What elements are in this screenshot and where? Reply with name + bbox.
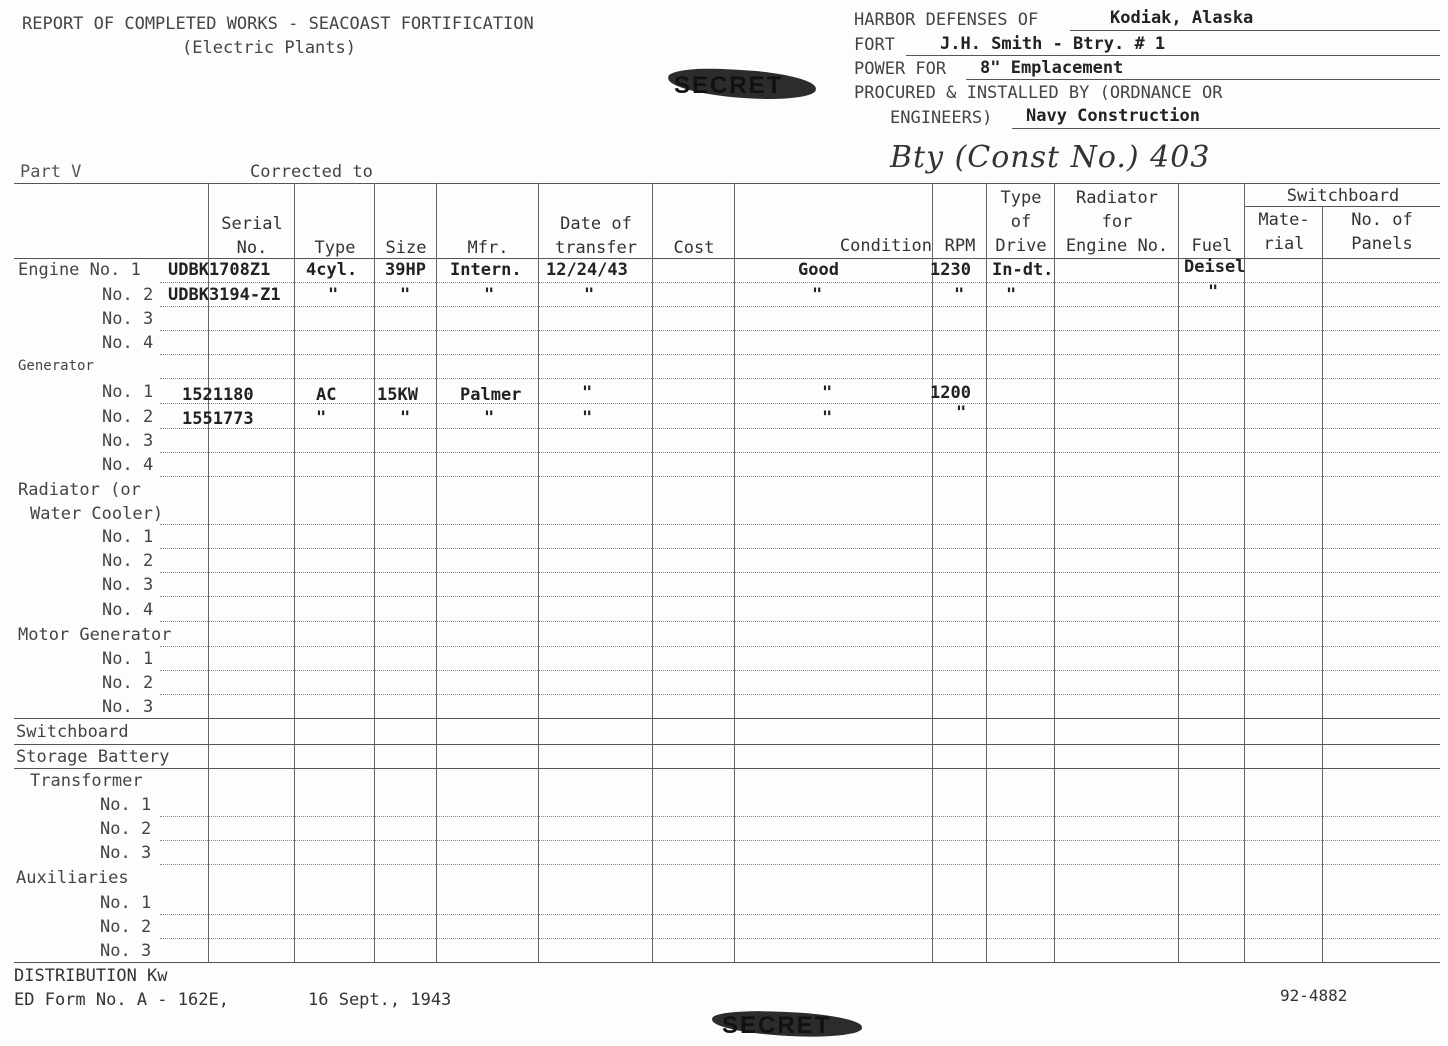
row-label-gen-3: No. 3 [102, 431, 154, 451]
engine-1-drive: In-dt. [992, 260, 1054, 280]
engine-2-mfr: " [484, 285, 495, 305]
row-label-engine-1: Engine No. 1 [18, 260, 141, 280]
row-line [160, 476, 1440, 477]
harbor-defenses-underline [1070, 30, 1440, 31]
harbor-defenses-value: Kodiak, Alaska [1110, 8, 1254, 28]
row-label-gen-2: No. 2 [102, 407, 154, 427]
document-number: 92-4882 [1280, 986, 1348, 1005]
row-line [160, 330, 1440, 331]
row-label-mg-3: No. 3 [102, 697, 154, 717]
header-type: Type [314, 238, 356, 258]
row-label-radiator: Radiator (or [18, 480, 141, 500]
row-label-auxiliaries: Auxiliaries [16, 868, 129, 888]
row-line [160, 282, 1440, 283]
handwritten-battery-note: Bty (Const No.) 403 [890, 140, 1211, 175]
part-label: Part V [20, 162, 82, 182]
row-line [160, 864, 1440, 865]
header-condition: Condition [839, 236, 932, 256]
engine-2-fuel: " [1208, 282, 1219, 302]
fort-underline [906, 55, 1440, 56]
row-label-mg-1: No. 1 [102, 649, 154, 669]
table-top-line [14, 183, 1440, 184]
header-cost: Cost [673, 238, 715, 258]
gen-2-serial: 1551773 [182, 409, 254, 429]
engine-1-mfr: Intern. [450, 260, 522, 280]
engineers-label: ENGINEERS) [890, 108, 993, 128]
report-subtitle: (Electric Plants) [182, 38, 356, 58]
header-mfr: Mfr. [467, 238, 509, 258]
row-label-gen-1: No. 1 [102, 382, 154, 402]
header-size: Size [385, 238, 427, 258]
engine-2-size: " [400, 285, 411, 305]
row-label-tr-2: No. 2 [100, 819, 152, 839]
row-label-rad-4: No. 4 [102, 600, 154, 620]
fort-value: J.H. Smith - Btry. # 1 [940, 34, 1166, 54]
power-for-underline [966, 79, 1440, 80]
gen-2-type: " [316, 408, 327, 428]
header-fuel: Fuel [1191, 236, 1233, 256]
row-label-switchboard: Switchboard [16, 722, 129, 742]
procured-label: PROCURED & INSTALLED BY (ORDNANCE OR [854, 83, 1223, 103]
secret-stamp-bottom [712, 1008, 868, 1042]
header-panels: No. of Panels [1351, 210, 1413, 254]
row-label-motor-generator: Motor Generator [18, 625, 172, 645]
row-label-aux-3: No. 3 [100, 941, 152, 961]
row-line [160, 914, 1440, 915]
row-label-engine-3: No. 3 [102, 309, 154, 329]
row-line [160, 646, 1440, 647]
row-label-engine-2: No. 2 [102, 285, 154, 305]
table-bottom-line [14, 962, 1440, 963]
row-label-aux-1: No. 1 [100, 893, 152, 913]
row-label-rad-2: No. 2 [102, 551, 154, 571]
header-rpm: RPM [944, 236, 976, 256]
row-label-gen-4: No. 4 [102, 455, 154, 475]
gen-2-date: " [582, 408, 593, 428]
row-line [160, 306, 1440, 307]
distribution-label: DISTRIBUTION Kw [14, 966, 168, 986]
secret-stamp-top-text: SECRET [674, 72, 784, 99]
row-line [160, 694, 1440, 695]
header-material: Mate- rial [1258, 210, 1310, 254]
header-radiator: Radiator for Engine No. [1065, 188, 1169, 256]
gen-1-serial: 1521180 [182, 385, 254, 405]
engine-2-date: " [584, 285, 595, 305]
engine-1-type: 4cyl. [306, 260, 358, 280]
fort-label: FORT [854, 35, 895, 55]
header-serial: Serial No. [221, 214, 283, 258]
gen-2-size: " [400, 408, 411, 428]
engine-2-type: " [328, 285, 339, 305]
row-label-tr-1: No. 1 [100, 795, 152, 815]
row-line [14, 744, 1440, 745]
header-date: Date of transfer [555, 214, 637, 258]
engine-2-condition: " [812, 285, 823, 305]
corrected-to-label: Corrected to [250, 162, 373, 182]
row-line [160, 403, 1440, 404]
gen-1-mfr: Palmer [460, 385, 522, 405]
engine-1-condition: Good [798, 260, 839, 280]
row-label-tr-3: No. 3 [100, 843, 152, 863]
row-line [160, 428, 1440, 429]
row-line [160, 548, 1440, 549]
row-line [14, 768, 1440, 769]
harbor-defenses-label: HARBOR DEFENSES OF [854, 10, 1039, 30]
engineers-value: Navy Construction [1026, 106, 1200, 126]
col-line-panels [1322, 206, 1323, 962]
secret-stamp-top [668, 66, 818, 102]
row-label-aux-2: No. 2 [100, 917, 152, 937]
row-label-transformer: Transformer [30, 771, 143, 791]
engine-2-rpm: " [954, 285, 965, 305]
row-line [160, 816, 1440, 817]
engineers-underline [1012, 128, 1440, 129]
row-line [160, 621, 1440, 622]
gen-2-mfr: " [484, 408, 495, 428]
row-line [160, 452, 1440, 453]
power-for-label: POWER FOR [854, 59, 947, 79]
header-switchboard: Switchboard [1286, 186, 1400, 206]
engine-1-fuel: Deisel [1184, 257, 1246, 277]
header-drive: Type of Drive [995, 188, 1047, 256]
row-line [160, 840, 1440, 841]
engine-1-rpm: 1230 [930, 260, 971, 280]
engine-1-date: 12/24/43 [546, 260, 628, 280]
gen-1-rpm: 1200 [930, 383, 971, 403]
row-line [160, 354, 1440, 355]
engine-1-size: 39HP [385, 260, 426, 280]
row-label-rad-1: No. 1 [102, 527, 154, 547]
row-line [14, 718, 1440, 719]
row-line [160, 670, 1440, 671]
row-label-generator: Generator [18, 358, 94, 374]
form-date: 16 Sept., 1943 [308, 990, 452, 1010]
row-label-mg-2: No. 2 [102, 673, 154, 693]
report-title: REPORT OF COMPLETED WORKS - SEACOAST FORTIFICATION [22, 14, 534, 34]
gen-2-rpm: " [956, 403, 967, 423]
row-label-water-cooler: Water Cooler) [30, 504, 164, 524]
gen-1-size: 15KW [377, 385, 418, 405]
row-line [160, 524, 1440, 525]
gen-1-type: AC [316, 385, 337, 405]
row-label-engine-4: No. 4 [102, 333, 154, 353]
engine-1-serial: UDBK1708Z1 [168, 260, 271, 280]
gen-2-condition: " [822, 408, 833, 428]
engine-2-serial: UDBK3194-Z1 [168, 285, 281, 305]
engine-2-drive: " [1006, 285, 1017, 305]
row-label-rad-3: No. 3 [102, 575, 154, 595]
secret-stamp-bottom-text: SECRET [722, 1012, 832, 1039]
gen-1-date: " [582, 383, 593, 403]
power-for-value: 8" Emplacement [980, 58, 1124, 78]
row-label-storage-battery: Storage Battery [16, 747, 170, 767]
gen-1-condition: " [822, 383, 833, 403]
row-line [160, 938, 1440, 939]
row-line [160, 572, 1440, 573]
row-line [160, 378, 1440, 379]
form-number: ED Form No. A - 162E, [14, 990, 229, 1010]
row-line [160, 596, 1440, 597]
